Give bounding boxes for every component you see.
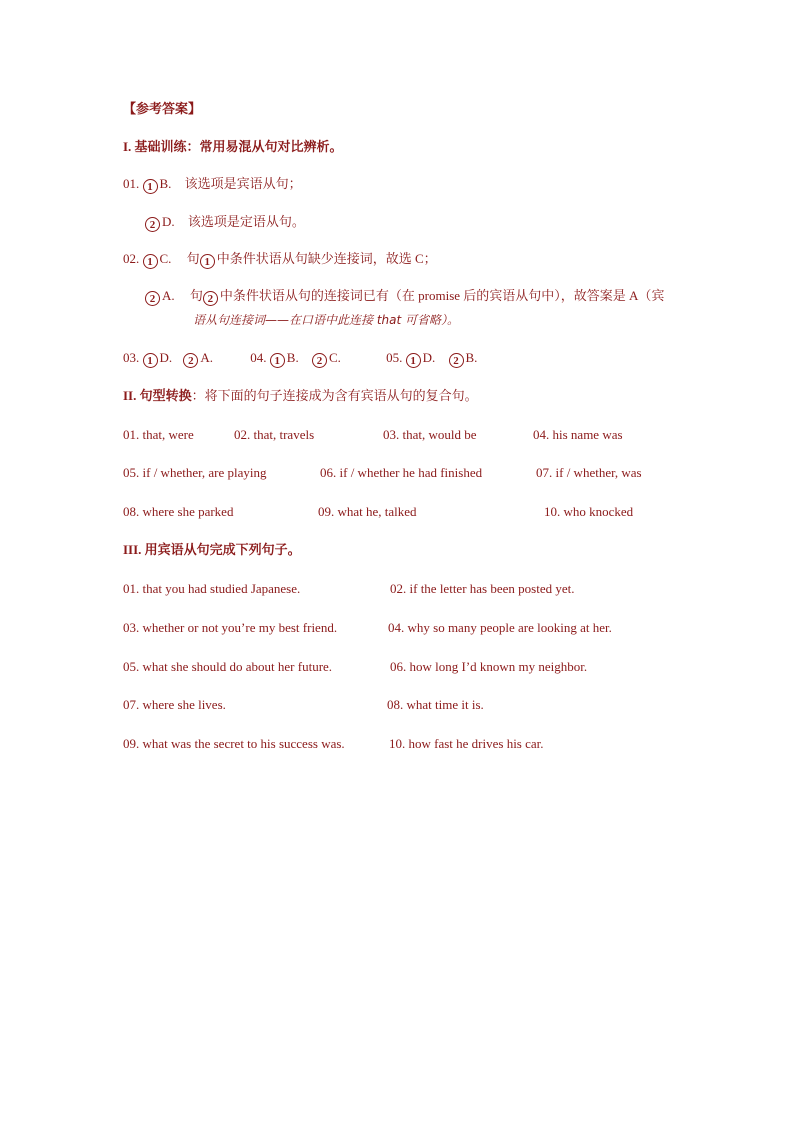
- s3-item-04: 04. why so many people are looking at her.: [388, 620, 612, 635]
- q02-explain2a: 句: [189, 288, 203, 303]
- q02-explain1b: 中条件状语从句缺少连接词，故选 C；: [216, 251, 437, 266]
- s2-item-05: 05. if / whether, are playing: [123, 465, 267, 480]
- circle-1-icon: 1: [143, 254, 158, 269]
- s3-item-10: 10. how fast he drives his car.: [389, 736, 544, 751]
- q01-row2: [145, 213, 305, 232]
- q01-answer1: B.: [159, 176, 172, 191]
- s3-item-06: 06. how long I’d known my neighbor.: [390, 659, 588, 674]
- q01-number: 01.: [123, 176, 140, 191]
- q02-number: 02.: [123, 251, 140, 266]
- s2-item-06: 06. if / whether he had finished: [320, 465, 483, 480]
- s2-item-03: 03. that, would be: [383, 427, 477, 442]
- circle-1-icon: 1: [143, 353, 158, 368]
- q03-answer2: A.: [200, 350, 214, 365]
- s2-item-04: 04. his name was: [533, 427, 623, 442]
- q03-number: 03.: [123, 350, 140, 365]
- circle-2-icon: 2: [203, 291, 218, 306]
- section2-heading-rest: ：将下面的句子连接成为含有宾语从句的复合句。: [191, 388, 478, 403]
- q02-explain1a: 句: [186, 251, 200, 266]
- circle-2-icon: 2: [312, 353, 327, 368]
- q01-explain2: 该选项是定语从句。: [187, 214, 305, 229]
- q03-05-row: [123, 349, 477, 368]
- q01-answer2: D.: [162, 214, 175, 229]
- q04-number: 04.: [250, 350, 267, 365]
- section1-heading: I. 基础训练：常用易混从句对比辨析。: [123, 139, 343, 154]
- s3-item-05: 05. what she should do about her future.: [123, 659, 333, 674]
- q02-explain2c: 语从句连接词——在口语中此连接 that 可省略）。: [193, 313, 459, 327]
- q03-answer1: D.: [159, 350, 173, 365]
- circle-1-icon: 1: [406, 353, 421, 368]
- s2-item-07: 07. if / whether, was: [536, 465, 642, 480]
- s3-item-09: 09. what was the secret to his success was.: [123, 736, 345, 751]
- circle-2-icon: 2: [145, 217, 160, 232]
- s2-item-01: 01. that, were: [123, 427, 194, 442]
- section2-heading-bold: II. 句型转换: [123, 388, 192, 403]
- q05-number: 05.: [386, 350, 403, 365]
- circle-1-icon: 1: [270, 353, 285, 368]
- section3-heading: III. 用宾语从句完成下列句子。: [123, 542, 301, 557]
- q04-answer1: B.: [286, 350, 299, 365]
- q01-row1: [123, 175, 302, 194]
- q02-row2: [145, 287, 664, 306]
- circle-1-icon: 1: [200, 254, 215, 269]
- q05-answer2: B.: [465, 350, 478, 365]
- s3-item-02: 02. if the letter has been posted yet.: [390, 581, 575, 596]
- s3-item-01: 01. that you had studied Japanese.: [123, 581, 301, 596]
- circle-2-icon: 2: [145, 291, 160, 306]
- s2-item-08: 08. where she parked: [123, 504, 234, 519]
- section2-heading: [123, 387, 478, 405]
- s2-item-09: 09. what he, talked: [318, 504, 417, 519]
- q05-answer1: D.: [422, 350, 436, 365]
- q04-answer2: C.: [328, 350, 341, 365]
- s3-item-03: 03. whether or not you’re my best friend.: [123, 620, 338, 635]
- q02-answer2: A.: [162, 288, 175, 303]
- s3-item-08: 08. what time it is.: [387, 697, 484, 712]
- circle-1-icon: 1: [143, 179, 158, 194]
- q02-answer1: C.: [159, 251, 172, 266]
- s2-item-10: 10. who knocked: [544, 504, 634, 519]
- circle-2-icon: 2: [183, 353, 198, 368]
- q01-explain1: 该选项是宾语从句；: [184, 176, 302, 191]
- s3-item-07: 07. where she lives.: [123, 697, 226, 712]
- s2-item-02: 02. that, travels: [234, 427, 315, 442]
- circle-2-icon: 2: [449, 353, 464, 368]
- q02-explain2b: 中条件状语从句的连接词已有（在 promise 后的宾语从句中），故答案是 A（宾: [219, 288, 665, 303]
- page-title: 【参考答案】: [123, 101, 202, 116]
- q02-row1: [123, 250, 437, 269]
